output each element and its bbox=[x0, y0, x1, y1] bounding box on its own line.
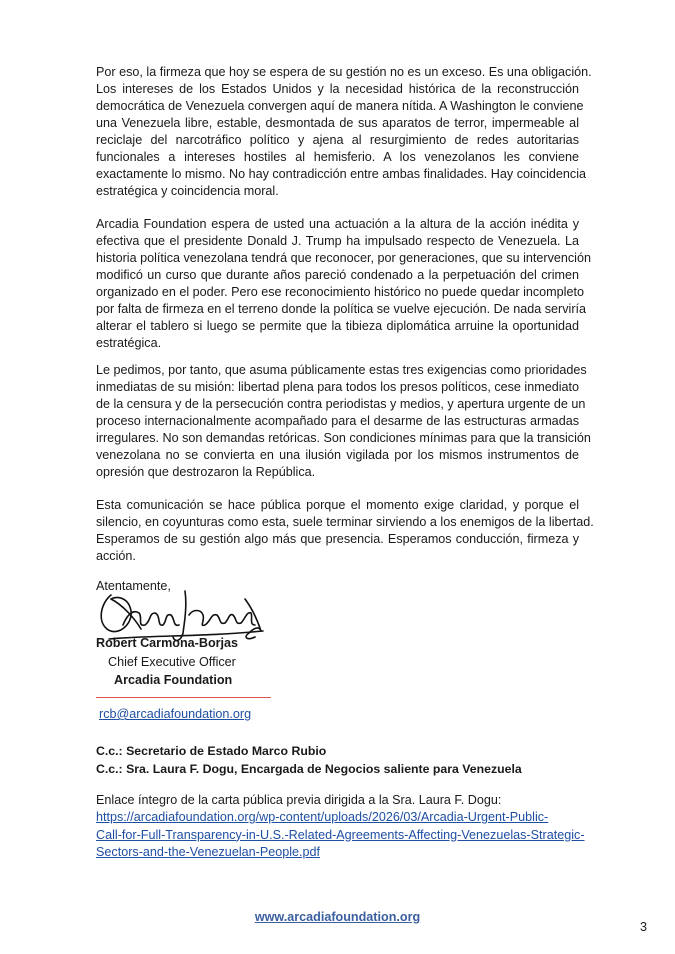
body-paragraph-4 bbox=[96, 497, 594, 565]
link-intro-text: Enlace íntegro de la carta pública previa dirigida a la Sra. Laura F. Dogu: bbox=[96, 793, 502, 807]
paragraph-line: Le pedimos, por tanto, que asuma públicamente estas tres exigencias como prioridades bbox=[96, 363, 587, 377]
paragraph-line: venezolana no se convierta en una ilusión vigilada por los mismos instrumentos de bbox=[96, 448, 579, 463]
paragraph-line: exactamente lo mismo. No hay contradicción entre ambas finalidades. Hay coincidencia bbox=[96, 167, 587, 182]
cc-line: C.c.: Secretario de Estado Marco Rubio bbox=[96, 744, 327, 758]
link-line: https://arcadiafoundation.org/wp-content/uploads/2026/03/Arcadia-Urgent-Public- bbox=[96, 810, 549, 824]
paragraph-line: modificó un curso que durante años pareció condenado a la perpetuación del crimen bbox=[96, 268, 579, 283]
signatory-title: Chief Executive Officer bbox=[108, 654, 236, 669]
closing-salutation: Atentamente, bbox=[96, 579, 171, 593]
signatory-name: Robert Carmona-Borjas bbox=[96, 636, 239, 650]
paragraph-line: inmediatas de su misión: libertad plena para todos los presos políticos, cese inmediato bbox=[96, 380, 580, 395]
paragraph-line: funcionales a intereses hostiles al hemisferio. A los venezolanos les conviene bbox=[96, 150, 579, 165]
paragraph-line: irregulares. No son demandas retóricas. Son condiciones mínimas para que la transición bbox=[96, 431, 591, 446]
paragraph-line: historia política venezolana tendrá que reconocer, por generaciones, que su intervención bbox=[96, 251, 591, 266]
paragraph-line: de la censura y de la persecución contra periodistas y medios, y apertura urgente de un bbox=[96, 397, 586, 412]
email-link[interactable]: rcb@arcadiafoundation.org bbox=[99, 707, 252, 721]
body-paragraph-2 bbox=[96, 216, 591, 352]
paragraph-line: democrática de Venezuela convergen aquí de manera nítida. A Washington le conviene bbox=[96, 99, 584, 114]
signature-block bbox=[96, 634, 274, 690]
paragraph-line: Los intereses de los Estados Unidos y la necesidad histórica de la reconstrucción bbox=[96, 82, 579, 97]
paragraph-line: alterar el tablero si luego se permite que la tibieza diplomática arruine la oportunidad bbox=[96, 319, 579, 334]
paragraph-line: organizado en el poder. Pero ese reconocimiento histórico no puede quedar incompleto bbox=[96, 285, 584, 300]
paragraph-line: proceso internacionalmente acompañado para el desarme de las estructuras armadas bbox=[96, 414, 579, 429]
paragraph-line: reciclaje del narcotráfico político y ajena al resurgimiento de redes autoritarias bbox=[96, 133, 579, 148]
paragraph-line: por falta de firmeza en el terreno donde la política se vuelve ejecución. De nada serviría bbox=[96, 302, 587, 317]
link-line: Sectors-and-the-Venezuelan-People.pdf bbox=[96, 845, 321, 859]
paragraph-line: Por eso, la firmeza que hoy se espera de su gestión no es un exceso. Es una obligación. bbox=[96, 65, 592, 79]
paragraph-line: Esta comunicación se hace pública porque el momento exige claridad, y porque el bbox=[96, 498, 579, 512]
paragraph-line: estratégica y coincidencia moral. bbox=[96, 184, 279, 199]
paragraph-line: Esperamos de su gestión algo más que presencia. Esperamos conducción, firmeza y bbox=[96, 532, 579, 547]
paragraph-line: opresión que destrozaron la República. bbox=[96, 465, 316, 480]
paragraph-line: una Venezuela libre, estable, desmontada de sus aparatos de terror, impermeable al bbox=[96, 116, 579, 131]
cc-list bbox=[96, 742, 522, 778]
footer-website-link[interactable]: www.arcadiafoundation.org bbox=[254, 910, 421, 924]
previous-letter-link[interactable] bbox=[96, 809, 586, 862]
paragraph-line: silencio, en coyunturas como esta, suele terminar sirviendo a los enemigos de la libertad. bbox=[96, 515, 594, 530]
cc-line: C.c.: Sra. Laura F. Dogu, Encargada de Negocios saliente para Venezuela bbox=[96, 762, 522, 776]
signatory-organization: Arcadia Foundation bbox=[114, 673, 233, 687]
paragraph-line: efectiva que el presidente Donald J. Trump ha impulsado respecto de Venezuela. La bbox=[96, 234, 579, 249]
paragraph-line: Arcadia Foundation espera de usted una actuación a la altura de la acción inédita y bbox=[96, 217, 579, 231]
page-number: 3 bbox=[639, 920, 647, 934]
body-paragraph-1 bbox=[96, 64, 592, 200]
paragraph-line: estratégica. bbox=[96, 336, 162, 351]
paragraph-line: acción. bbox=[96, 549, 136, 564]
divider-rule bbox=[96, 697, 271, 698]
body-paragraph-3 bbox=[96, 362, 591, 481]
link-line: Call-for-Full-Transparency-in-U.S.-Related-Agreements-Affecting-Venezuelas-Strategic- bbox=[96, 827, 585, 842]
